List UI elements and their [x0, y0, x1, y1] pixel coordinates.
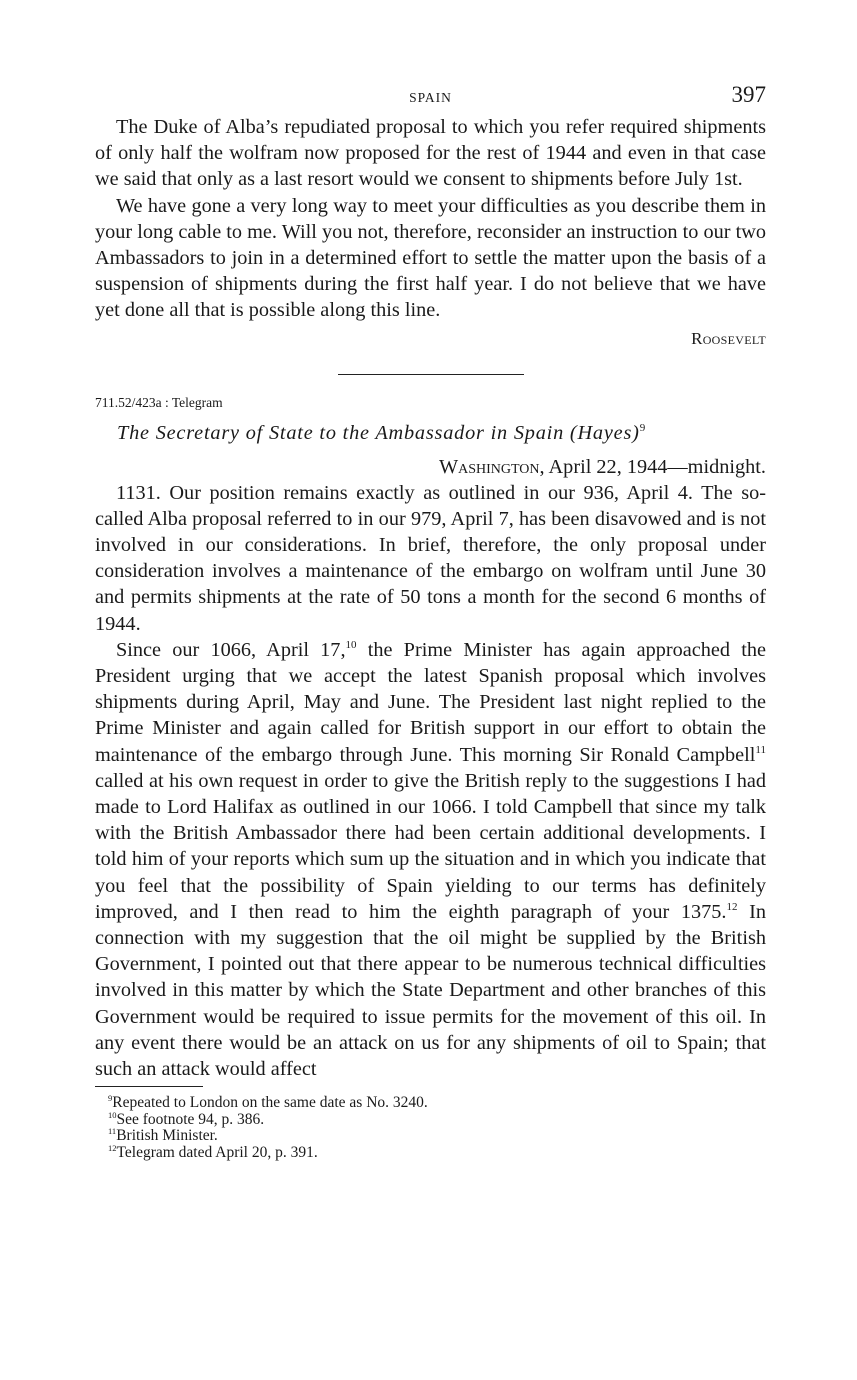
- footnote-text: British Minister.: [116, 1127, 218, 1145]
- footnote: [108, 1109, 766, 1129]
- footnote-number: 9: [108, 1093, 113, 1104]
- telegram-paragraph: 1131. Our position remains exactly as outlined in our 936, April 4. The so-called Alba proposal referred to in our 979, April 7, has been disavowed and is not involved in our considerations. In brief, therefore, the only proposal under consideration involves a maintenance of the embargo on wolfram until June 30 and permits shipments at the rate of 50 tons a month for the second 6 months of 1944.: [95, 481, 766, 635]
- file-reference: 711.52/423a : Telegram: [95, 394, 223, 410]
- footnote: [108, 1128, 766, 1145]
- page-number: 397: [731, 82, 766, 107]
- footnote-text: Telegram dated April 20, p. 391.: [116, 1144, 318, 1162]
- footnote-marker: 11: [755, 743, 766, 756]
- footnote-number: 10: [108, 1109, 117, 1120]
- dateline-date: , April 22, 1944—midnight.: [539, 455, 766, 478]
- signature: Roosevelt: [691, 328, 766, 348]
- text-run: In connection with my suggestion that the oil might be supplied by the British Government, I pointed out that there appear to be numerous technical difficulties involved in this matter by which the State Department and other branches of this Government would be required to issue permits for the movement of this oil. In any event there would be an attack on us for any shipments of oil to Spain; that such an attack would affect: [95, 900, 766, 1081]
- footnote-text: See footnote 94, p. 386.: [116, 1110, 265, 1128]
- letter-paragraph: The Duke of Alba’s repudiated proposal to which you refer required shipments of only half the wolfram now proposed for the rest of 1944 and even in that case we said that only as a last resort would we consent to shipments before July 1st.: [95, 116, 766, 191]
- dateline-place: Washington: [438, 455, 540, 478]
- footnote-marker: 9: [639, 421, 647, 434]
- text-run: Since our 1066, April 17,: [116, 638, 346, 661]
- footnote-marker: 12: [726, 901, 738, 914]
- text-run: the Prime Minister has again approached the President urging that we accept the latest Spanish proposal which involves shipments during April, May and June. The President last night replied to the Prime Minister and again called for British support in our effort to obtain the maintenance of the embargo through June. This morning Sir Ronald Campbell: [95, 638, 766, 766]
- document-page: [95, 80, 766, 1162]
- footnote-number: 11: [108, 1126, 117, 1137]
- footnote-text: Repeated to London on the same date as No. 3240.: [112, 1094, 428, 1112]
- telegram-paragraph: [95, 637, 766, 1082]
- section-divider: [338, 374, 524, 375]
- letter-paragraph: We have gone a very long way to meet your difficulties as you describe them in your long cable to me. Will you not, therefore, reconsider an instruction to our two Ambassadors to join in a determined effort to settle the matter upon the basis of a suspension of shipments during the first half year. I do not believe that we have yet done all that is possible along this line.: [95, 194, 766, 322]
- footnote-number: 12: [108, 1142, 117, 1153]
- dateline: [95, 454, 766, 480]
- footnote-marker: 10: [345, 639, 357, 652]
- footnote: [108, 1142, 766, 1162]
- document-title-text: The Secretary of State to the Ambassador in Spain (Hayes): [117, 421, 640, 444]
- letter-continuation: [95, 114, 766, 352]
- footnote-divider: [95, 1086, 203, 1087]
- running-head: [95, 80, 766, 114]
- footnote: [108, 1095, 766, 1112]
- footnotes: [95, 1095, 766, 1161]
- text-run: called at his own request in order to give the British reply to the suggestions I had made to Lord Halifax as outlined in our 1066. I told Campbell that since my talk with the British Ambassador there had been certain additional developments. I told him of your reports which sum up the situation and in which you indicate that you feel that the possibility of Spain yielding to our terms has definitely improved, and I then read to him the eighth paragraph of your 1375.: [95, 769, 766, 923]
- running-title: SPAIN: [409, 90, 452, 105]
- document-title: [95, 420, 766, 446]
